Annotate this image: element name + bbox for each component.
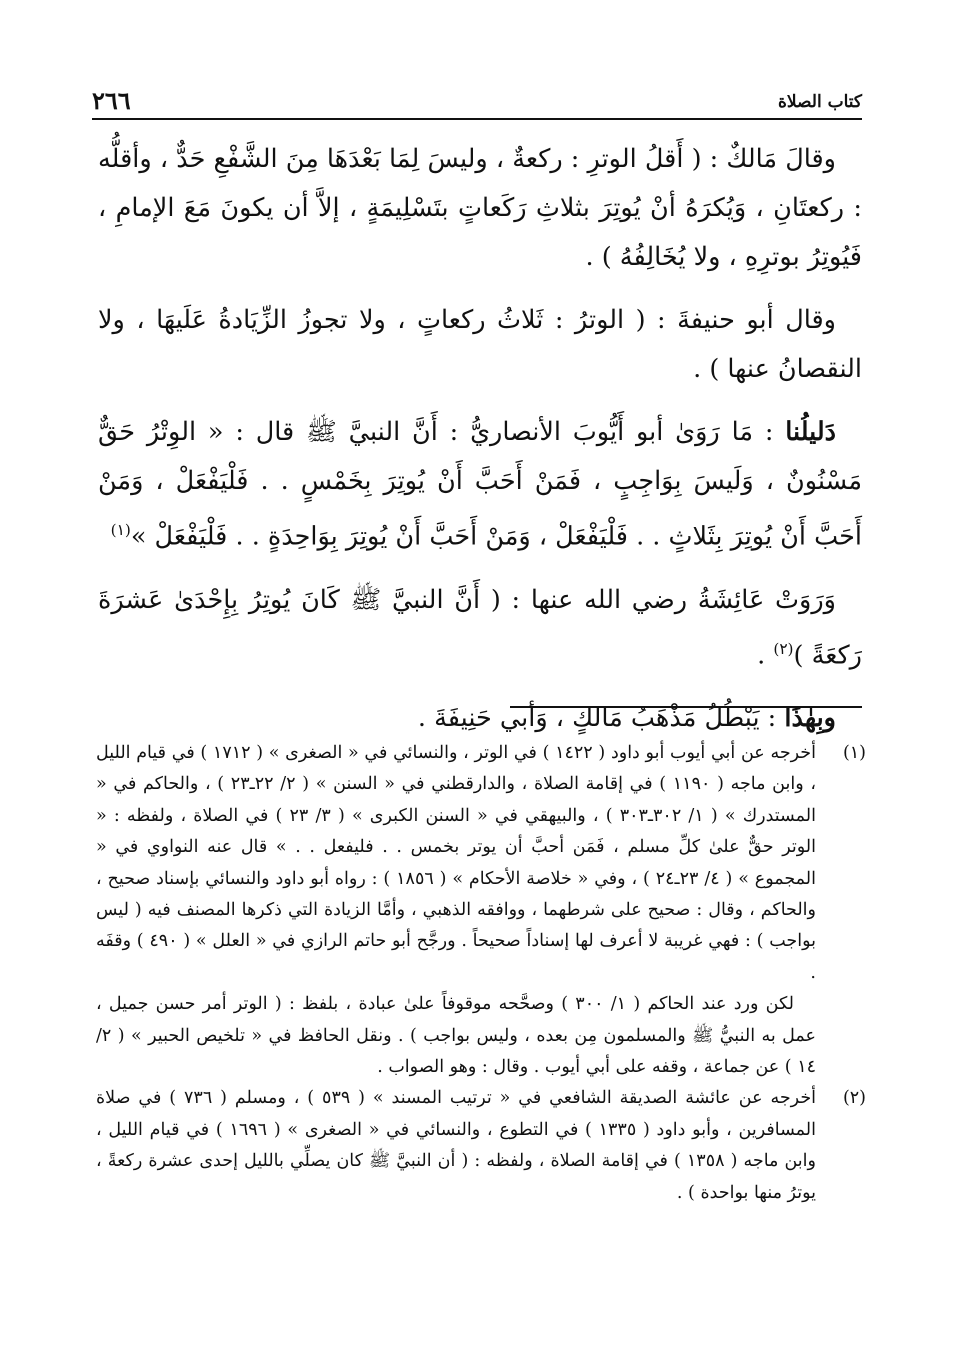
evidence-text: : مَا رَوَىٰ أبو أَيُّوبَ الأنصاريُّ : أَنَّ النبيَّ ﷺ قال : « الوِتْرُ حَقٌّ مَسْنُونٌ ، وَلَيسَ بِوَاجِبٍ ، فَمَنْ أَحَبَّ أَنْ يُوتِرَ بِخَمْسٍ . . فَلْيَفْعَلْ ، وَمَنْ أَحَبَّ أَنْ يُوتِرَ بِثَلاثٍ . . فَلْيَفْعَلْ ، وَمَنْ أَحَبَّ أَنْ يُوتِرَ بِوَاحِدَةٍ . . فَلْيَفْعَلْ » <box>98 417 862 552</box>
footnote-text: أخرجه عن عائشة الصديقة الشافعي في « ترتيب المسند » ( ٥٣٩ ) ، ومسلم ( ٧٣٦ ) في صلاة المسافرين ، وأبو داود ( ١٣٣٥ ) في التطوع ، والنسائي في « الصغرى » ( ١٦٩٦ ) في قيام الليل ، وابن ماجه ( ١٣٥٨ ) في إقامة الصلاة ، ولفظه : ( أن النبيَّ ﷺ كان يصلِّي بالليل إحدى عشرة ركعةً ، يوترُ منها بواحدة ) . <box>96 1088 817 1203</box>
footnote-text: أخرجه عن أبي أيوب أبو داود ( ١٤٢٢ ) في الوتر ، والنسائي في « الصغرى » ( ١٧١٢ ) في قيام الليل ، وابن ماجه ( ١١٩٠ ) في إقامة الصلاة ، والدارقطني في « السنن » ( ٢/ ٢٢ـ٢٣ ) ، والحاكم في « المستدرك » ( ١/ ٣٠٢ـ٣٠٣ ) ، والبيهقي في « السنن الكبرى » ( ٣/ ٢٣ ) في الصلاة ، ولفظه : « الوتر حقٌّ علىٰ كلِّ مسلم ، فَمَن أحبَّ أن يوتر بخمس . . فليفعل . . » قال عنه النواوي في « المجموع » ( ٤/ ٢٣ـ٢٤ ) ، وفي « خلاصة الأحكام » ( ١٨٥٦ ) : رواه أبو داود والنسائي بإسناد صحيح ، والحاكم ، وقال : صحيح على شرطهما ، ووافقه الذهبي ، وأمَّا الزيادة التي ذكرها المصنف فيه ( ليس بواجب ) : فهي غريبة لا أعرف لها إسناداً صحيحاً . ورجَّح أبو حاتم الرازي في « العلل » ( ٤٩٠ ) وقفَه . <box>96 743 816 983</box>
conclusion-text: : يَبْطُلُ مَذْهَبُ مَالكٍ ، وَأبي حَنِيفَةَ . <box>417 703 785 733</box>
evidence-lead: دَليلُنا <box>785 417 836 447</box>
paragraph-malik: وقالَ مَالكٌ : ( أَقلُ الوترِ : ركعةٌ ، وليسَ لِمَا بَعْدَهَا مِنَ الشَّفْعِ حَدٌّ ، وأقلُّه : ركعتَانِ ، وَيُكرَهُ أنْ يُوتِرَ بثلاثِ رَكَعاتٍ بتَسْلِيمَةٍ ، إلاَّ أن يكونَ مَعَ الإمامِ ، فَيُوتِرُ بوترِهِ ، ولا يُخَالِفُهُ ) . <box>98 144 862 272</box>
footnote-separator <box>510 706 862 708</box>
footnote-ref-1: (١) <box>110 521 131 539</box>
paragraph-evidence <box>98 408 862 562</box>
main-text <box>98 135 862 757</box>
aisha-text: وَرَوَتْ عَائِشَةُ رضي الله عنها : ( أَنَّ النبيَّ ﷺ كَانَ يُوتِرُ بِإِحْدَىٰ عَشرَةَ رَكعَةً ) <box>98 584 862 670</box>
footnote-number: (٢) <box>842 1088 866 1109</box>
footnote-number: (١) <box>842 743 866 763</box>
footnote-ref-2: (٢) <box>773 639 794 658</box>
page-header <box>92 84 862 120</box>
footnotes <box>96 738 866 1209</box>
paragraph-conclusion <box>98 694 862 743</box>
paragraph-aisha <box>98 576 862 681</box>
paragraph-abu-hanifa: وقال أبو حنيفةَ : ( الوترُ : ثَلاثُ ركعاتٍ ، ولا تجوزُ الزِّيَادةُ عَلَيهَا ، ولا النقصانُ عنها ) . <box>98 305 862 384</box>
page-number: ٢٦٦ <box>92 86 131 115</box>
footnote-1 <box>96 738 866 1083</box>
aisha-end: . <box>757 640 774 670</box>
footnote-continuation: لكن ورد عند الحاكم ( ١/ ٣٠٠ ) وصحَّحه موقوفاً علىٰ عبادة ، بلفظ : ( الوتر أمر حسن جميل ، عمل به النبيُّ ﷺ والمسلمون مِن بعده ، وليس بواجب ) . ونقل الحافظ في « تلخيص الحبير » ( ٢/ ١٤ ) عن جماعة ، وقفه على أبي أيوب . وقال : وهو الصواب . <box>96 994 816 1078</box>
footnote-2 <box>96 1083 866 1209</box>
running-title: كتاب الصلاة <box>777 92 862 112</box>
conclusion-lead: وبِهٰذَا <box>784 703 836 733</box>
